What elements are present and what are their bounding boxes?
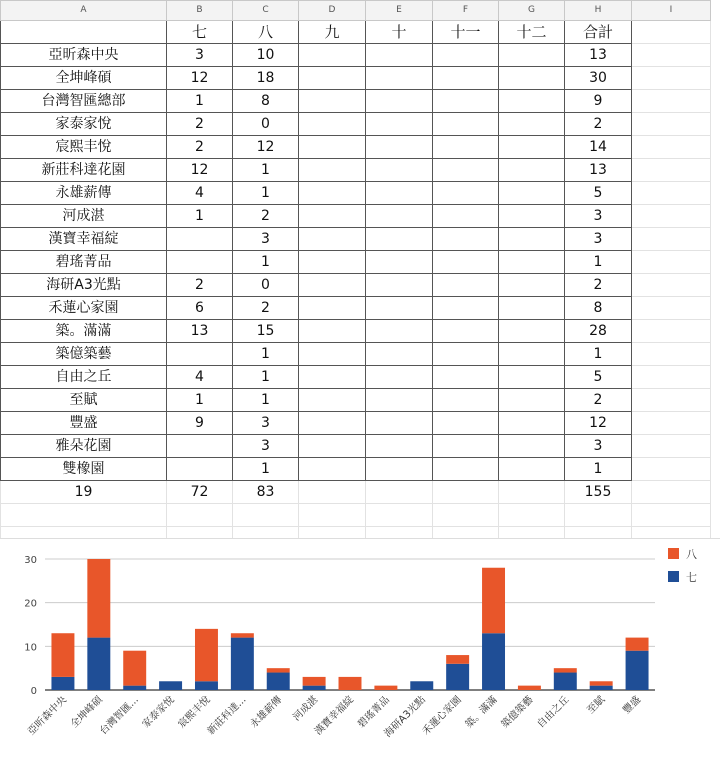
cell[interactable] (366, 113, 433, 136)
cell[interactable] (499, 205, 565, 228)
column-letter[interactable]: C (233, 1, 299, 21)
y-tick-label: 20 (24, 598, 37, 610)
cell[interactable]: 5 (565, 182, 632, 205)
cell[interactable]: 1 (167, 389, 233, 412)
cell[interactable] (299, 228, 366, 251)
cell[interactable]: 83 (233, 481, 299, 504)
cell[interactable] (299, 504, 366, 527)
cell[interactable]: 2 (565, 389, 632, 412)
cell[interactable] (433, 205, 499, 228)
cell[interactable]: 海研A3光點 (1, 274, 167, 297)
table-row (1, 389, 711, 412)
cell[interactable] (499, 44, 565, 67)
cell[interactable] (632, 182, 711, 205)
cell[interactable]: 4 (167, 182, 233, 205)
cell[interactable] (433, 274, 499, 297)
cell[interactable] (366, 67, 433, 90)
cell[interactable]: 8 (565, 297, 632, 320)
cell[interactable]: 10 (233, 44, 299, 67)
cell[interactable]: 至賦 (1, 389, 167, 412)
table-row (1, 366, 711, 389)
column-letter[interactable]: A (1, 1, 167, 21)
totals-row (1, 481, 711, 504)
bar-segment (374, 686, 397, 690)
cell[interactable]: 宸熙丰悅 (1, 136, 167, 159)
table-row (1, 458, 711, 481)
bar-segment (482, 633, 505, 690)
column-letter[interactable]: B (167, 1, 233, 21)
cell[interactable] (366, 343, 433, 366)
cell[interactable] (499, 297, 565, 320)
cell[interactable]: 13 (565, 159, 632, 182)
cell[interactable] (366, 90, 433, 113)
cell[interactable] (632, 21, 711, 44)
cell[interactable] (167, 251, 233, 274)
bar-segment (518, 686, 541, 690)
y-tick-label: 30 (24, 555, 37, 566)
cell[interactable] (299, 205, 366, 228)
cell[interactable] (632, 159, 711, 182)
table-row (1, 90, 711, 113)
bar-segment (626, 638, 649, 651)
bar-segment (267, 668, 290, 672)
cell[interactable]: 72 (167, 481, 233, 504)
cell[interactable]: 台灣智匯總部 (1, 90, 167, 113)
cell[interactable]: 1 (233, 458, 299, 481)
cell[interactable] (499, 458, 565, 481)
cell[interactable]: 1 (565, 343, 632, 366)
cell[interactable] (632, 389, 711, 412)
cell[interactable]: 七 (167, 21, 233, 44)
column-letter[interactable]: I (632, 1, 711, 21)
cell[interactable] (366, 504, 433, 527)
cell[interactable] (299, 44, 366, 67)
table-row (1, 412, 711, 435)
cell[interactable] (499, 481, 565, 504)
cell[interactable]: 14 (565, 136, 632, 159)
cell[interactable]: 漢寶幸福綻 (1, 228, 167, 251)
cell[interactable]: 2 (233, 205, 299, 228)
cell[interactable] (366, 412, 433, 435)
cell[interactable] (433, 297, 499, 320)
table-row (1, 274, 711, 297)
cell[interactable] (433, 435, 499, 458)
cell[interactable]: 2 (167, 274, 233, 297)
cell[interactable] (366, 251, 433, 274)
bar-segment (303, 686, 326, 690)
cell[interactable] (1, 21, 167, 44)
cell[interactable] (366, 458, 433, 481)
bar-segment (195, 681, 218, 690)
cell[interactable]: 1 (233, 366, 299, 389)
cell[interactable] (433, 67, 499, 90)
cell[interactable] (433, 458, 499, 481)
cell[interactable]: 0 (233, 113, 299, 136)
cell[interactable]: 8 (233, 90, 299, 113)
cell[interactable]: 合計 (565, 21, 632, 44)
cell[interactable] (299, 136, 366, 159)
cell[interactable] (433, 182, 499, 205)
empty-row (1, 504, 711, 527)
cell[interactable] (499, 136, 565, 159)
table-row (1, 44, 711, 67)
cell[interactable] (299, 343, 366, 366)
cell[interactable] (233, 504, 299, 527)
cell[interactable] (366, 228, 433, 251)
cell[interactable]: 0 (233, 274, 299, 297)
cell[interactable] (499, 182, 565, 205)
cell[interactable] (299, 251, 366, 274)
bar-segment (231, 638, 254, 690)
cell[interactable]: 1 (233, 389, 299, 412)
bar-segment (123, 651, 146, 686)
cell[interactable] (299, 159, 366, 182)
bar-segment (87, 638, 110, 690)
cell[interactable] (499, 67, 565, 90)
cell[interactable]: 雅朵花園 (1, 435, 167, 458)
table-row (1, 343, 711, 366)
x-tick-label: 自由之丘 (535, 694, 572, 731)
cell[interactable]: 155 (565, 481, 632, 504)
cell[interactable] (433, 366, 499, 389)
cell[interactable] (632, 67, 711, 90)
cell[interactable]: 3 (565, 435, 632, 458)
cell[interactable]: 家泰家悅 (1, 113, 167, 136)
cell[interactable] (499, 412, 565, 435)
cell[interactable] (499, 90, 565, 113)
cell[interactable]: 12 (233, 136, 299, 159)
cell[interactable]: 15 (233, 320, 299, 343)
column-letter[interactable]: E (366, 1, 433, 21)
cell[interactable] (299, 182, 366, 205)
cell[interactable] (499, 389, 565, 412)
cell[interactable] (499, 504, 565, 527)
cell[interactable] (366, 159, 433, 182)
y-tick-label: 0 (30, 686, 37, 697)
cell[interactable]: 3 (233, 228, 299, 251)
cell[interactable] (499, 274, 565, 297)
x-tick-label: 河成湛 (291, 694, 321, 724)
cell[interactable] (366, 481, 433, 504)
legend-swatch (668, 548, 679, 559)
column-header-row (1, 1, 711, 21)
column-letter[interactable]: H (565, 1, 632, 21)
cell[interactable]: 1 (167, 90, 233, 113)
cell[interactable] (499, 435, 565, 458)
cell[interactable] (433, 136, 499, 159)
x-tick-label: 台灣智匯... (98, 694, 141, 738)
cell[interactable] (366, 297, 433, 320)
cell[interactable]: 30 (565, 67, 632, 90)
y-tick-label: 10 (24, 642, 37, 654)
cell[interactable] (299, 366, 366, 389)
x-tick-label: 築。滿滿 (463, 694, 500, 731)
cell[interactable] (499, 113, 565, 136)
cell[interactable] (632, 90, 711, 113)
x-tick-label: 新莊科達... (205, 694, 249, 738)
cell[interactable]: 1 (233, 159, 299, 182)
cell[interactable] (632, 481, 711, 504)
cell[interactable]: 1 (565, 458, 632, 481)
cell[interactable]: 13 (167, 320, 233, 343)
cell[interactable] (299, 90, 366, 113)
x-tick-label: 全坤峰碩 (68, 694, 105, 731)
cell[interactable]: 3 (167, 44, 233, 67)
cell[interactable] (299, 274, 366, 297)
cell[interactable]: 九 (299, 21, 366, 44)
x-tick-label: 碧瑤菁品 (355, 694, 393, 731)
cell[interactable] (433, 251, 499, 274)
table-row (1, 136, 711, 159)
cell[interactable]: 2 (167, 136, 233, 159)
cell[interactable]: 碧瑤菁品 (1, 251, 167, 274)
cell[interactable]: 亞昕森中央 (1, 44, 167, 67)
table-row (1, 159, 711, 182)
cell[interactable]: 築。滿滿 (1, 320, 167, 343)
cell[interactable] (499, 366, 565, 389)
cell[interactable]: 河成湛 (1, 205, 167, 228)
cell[interactable]: 18 (233, 67, 299, 90)
cell[interactable]: 十一 (433, 21, 499, 44)
table-row (1, 67, 711, 90)
bar-segment (51, 677, 74, 690)
cell[interactable]: 5 (565, 366, 632, 389)
legend-label: 七 (686, 571, 697, 584)
bar-segment (590, 686, 613, 690)
cell[interactable] (433, 504, 499, 527)
cell[interactable] (167, 435, 233, 458)
bar-segment (410, 681, 433, 690)
cell[interactable] (366, 182, 433, 205)
cell[interactable]: 2 (167, 113, 233, 136)
cell[interactable] (632, 113, 711, 136)
cell[interactable] (366, 389, 433, 412)
cell[interactable] (433, 90, 499, 113)
cell[interactable] (632, 504, 711, 527)
bar-segment (303, 677, 326, 686)
cell[interactable] (632, 44, 711, 67)
cell[interactable]: 2 (565, 274, 632, 297)
bar-segment (231, 633, 254, 637)
bar-segment (339, 677, 362, 690)
cell[interactable] (632, 297, 711, 320)
cell[interactable]: 十二 (499, 21, 565, 44)
cell[interactable]: 豐盛 (1, 412, 167, 435)
x-tick-label: 漢寶幸福綻 (312, 694, 357, 738)
cell[interactable] (433, 320, 499, 343)
column-letter[interactable]: F (433, 1, 499, 21)
cell[interactable]: 1 (233, 251, 299, 274)
cell[interactable]: 28 (565, 320, 632, 343)
cell[interactable]: 3 (233, 412, 299, 435)
cell[interactable]: 1 (233, 182, 299, 205)
cell[interactable] (433, 113, 499, 136)
cell[interactable] (632, 435, 711, 458)
x-tick-label: 築億築藝 (499, 694, 536, 731)
cell[interactable] (632, 343, 711, 366)
cell[interactable]: 新莊科達花園 (1, 159, 167, 182)
bar-segment (446, 664, 469, 690)
cell[interactable] (632, 412, 711, 435)
bar-segment (51, 633, 74, 677)
bar-segment (159, 681, 182, 690)
cell[interactable]: 永雄薪傳 (1, 182, 167, 205)
cell[interactable]: 禾蓮心家園 (1, 297, 167, 320)
chart-svg (0, 539, 720, 756)
cell[interactable] (632, 228, 711, 251)
bar-segment (554, 673, 577, 690)
cell[interactable] (499, 228, 565, 251)
x-tick-label: 宸熙丰悅 (176, 694, 213, 731)
cell[interactable] (632, 251, 711, 274)
cell[interactable]: 2 (233, 297, 299, 320)
cell[interactable] (499, 320, 565, 343)
bar-segment (87, 559, 110, 638)
cell[interactable] (433, 412, 499, 435)
cell[interactable]: 12 (167, 159, 233, 182)
table-row (1, 113, 711, 136)
cell[interactable] (433, 389, 499, 412)
cell[interactable]: 2 (565, 113, 632, 136)
x-tick-label: 至賦 (585, 694, 608, 717)
cell[interactable] (299, 113, 366, 136)
cell[interactable] (366, 44, 433, 67)
legend-swatch (668, 571, 679, 582)
cell[interactable] (299, 435, 366, 458)
cell[interactable] (632, 274, 711, 297)
cell[interactable] (167, 228, 233, 251)
cell[interactable] (366, 320, 433, 343)
bar-segment (267, 673, 290, 690)
cell[interactable]: 3 (233, 435, 299, 458)
table-row (1, 251, 711, 274)
cell[interactable]: 八 (233, 21, 299, 44)
cell[interactable] (632, 320, 711, 343)
cell[interactable] (299, 481, 366, 504)
bar-segment (554, 668, 577, 672)
cell[interactable]: 1 (167, 205, 233, 228)
cell[interactable]: 12 (565, 412, 632, 435)
cell[interactable] (632, 136, 711, 159)
cell[interactable] (299, 297, 366, 320)
cell[interactable] (433, 228, 499, 251)
cell[interactable] (632, 458, 711, 481)
cell[interactable]: 4 (167, 366, 233, 389)
x-tick-label: 豐盛 (621, 694, 644, 717)
cell[interactable] (299, 458, 366, 481)
cell[interactable]: 雙橡園 (1, 458, 167, 481)
table-row (1, 297, 711, 320)
cell[interactable] (366, 136, 433, 159)
cell[interactable] (167, 343, 233, 366)
x-tick-label: 永雄薪傳 (248, 694, 285, 731)
bar-segment (195, 629, 218, 681)
bar-segment (123, 686, 146, 690)
cell[interactable]: 全坤峰碩 (1, 67, 167, 90)
bar-segment (446, 655, 469, 664)
cell[interactable]: 1 (565, 251, 632, 274)
bar-segment (482, 568, 505, 634)
cell[interactable] (433, 44, 499, 67)
cell[interactable] (499, 251, 565, 274)
column-letter[interactable]: G (499, 1, 565, 21)
cell[interactable] (299, 320, 366, 343)
cell[interactable] (366, 274, 433, 297)
cell[interactable]: 12 (167, 67, 233, 90)
legend-label: 八 (686, 548, 697, 561)
table-row (1, 205, 711, 228)
x-tick-label: 禾蓮心家園 (420, 694, 464, 738)
cell[interactable]: 自由之丘 (1, 366, 167, 389)
cell[interactable] (433, 343, 499, 366)
cell[interactable] (299, 389, 366, 412)
cell[interactable]: 6 (167, 297, 233, 320)
cell[interactable] (632, 205, 711, 228)
cell[interactable]: 1 (233, 343, 299, 366)
cell[interactable]: 13 (565, 44, 632, 67)
cell[interactable] (366, 366, 433, 389)
header-row (1, 21, 711, 44)
cell[interactable] (299, 412, 366, 435)
column-letter[interactable]: D (299, 1, 366, 21)
x-tick-label: 亞昕森中央 (25, 694, 70, 738)
cell[interactable] (433, 159, 499, 182)
cell[interactable]: 築億築藝 (1, 343, 167, 366)
cell[interactable]: 19 (1, 481, 167, 504)
cell[interactable] (632, 366, 711, 389)
bar-segment (590, 681, 613, 685)
x-tick-label: 海研A3光點 (382, 694, 428, 740)
cell[interactable] (565, 504, 632, 527)
table-row (1, 182, 711, 205)
cell[interactable] (499, 343, 565, 366)
cell[interactable]: 3 (565, 205, 632, 228)
cell[interactable]: 9 (565, 90, 632, 113)
cell[interactable]: 9 (167, 412, 233, 435)
cell[interactable]: 十 (366, 21, 433, 44)
cell[interactable] (167, 504, 233, 527)
cell[interactable] (167, 458, 233, 481)
cell[interactable] (366, 435, 433, 458)
bar-segment (626, 651, 649, 690)
cell[interactable]: 3 (565, 228, 632, 251)
cell[interactable] (499, 159, 565, 182)
cell[interactable] (1, 504, 167, 527)
x-tick-label: 家泰家悅 (140, 694, 177, 731)
stacked-bar-chart[interactable] (0, 538, 720, 756)
cell[interactable] (299, 67, 366, 90)
table-row (1, 320, 711, 343)
table-row (1, 228, 711, 251)
cell[interactable] (366, 205, 433, 228)
cell[interactable] (433, 481, 499, 504)
table-row (1, 435, 711, 458)
